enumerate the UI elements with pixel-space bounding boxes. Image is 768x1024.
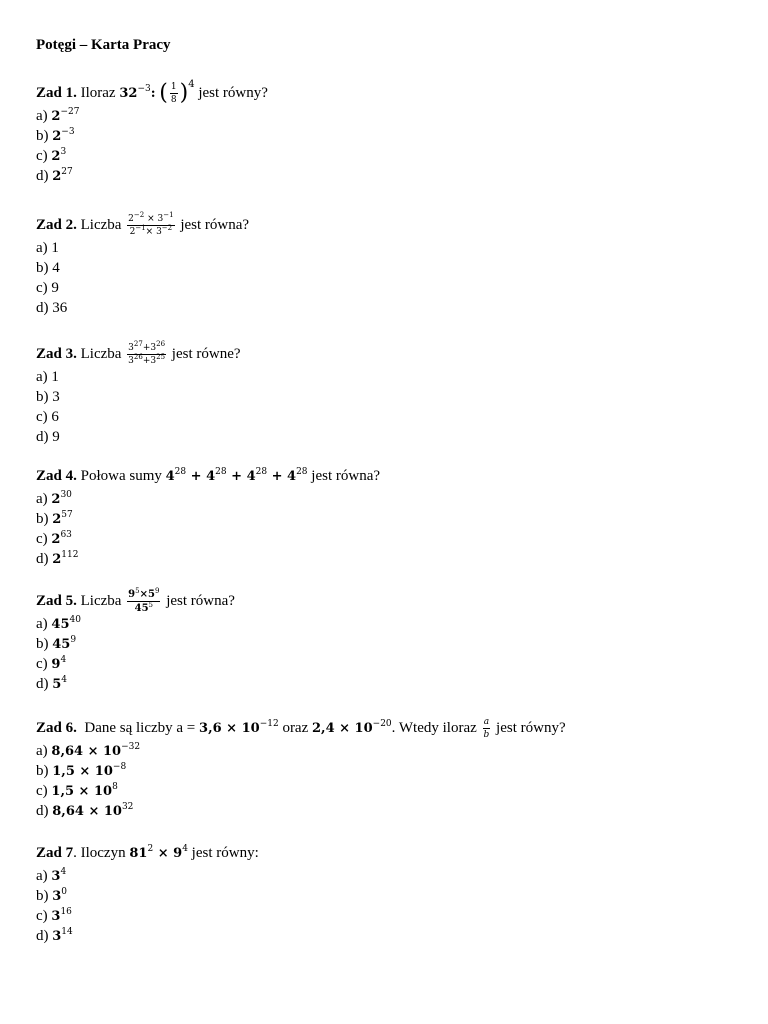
task-1-question bbox=[36, 80, 736, 106]
task-7-dot: . bbox=[73, 845, 77, 861]
task-6-option-c: c) $1,5 \times 10^8$ bbox=[36, 782, 118, 799]
task-2-option-b: b) 4 bbox=[36, 260, 60, 276]
task-3-question bbox=[36, 341, 736, 367]
task-4-question bbox=[36, 463, 736, 489]
task-2-label: Zad 2. bbox=[36, 217, 77, 233]
task-3-label: Zad 3. bbox=[36, 346, 77, 362]
task-6-label: Zad 6. bbox=[36, 720, 77, 736]
task-2-post-text: jest równa? bbox=[180, 217, 250, 233]
task-6-pre-text: Dane są liczby a = bbox=[84, 720, 196, 736]
task-3-option-d: d) 9 bbox=[36, 429, 60, 445]
task-4 bbox=[36, 463, 736, 569]
task-7-option-a: a) $3^4$ bbox=[36, 867, 67, 884]
task-7-expression: $81^2 \times 9^4$ bbox=[129, 844, 188, 861]
task-4-option-d: d) $2^{112}$ bbox=[36, 550, 79, 567]
page-title: Potęgi – Karta Pracy bbox=[36, 37, 171, 53]
task-1-option-a: a) $2^{-27}$ bbox=[36, 107, 80, 124]
task-1-option-c: c) $2^3$ bbox=[36, 147, 67, 164]
task-1-option-b: b) $2^{-3}$ bbox=[36, 127, 75, 144]
task-4-label: Zad 4. bbox=[36, 468, 77, 484]
task-3-option-c: c) 6 bbox=[36, 409, 59, 425]
task-4-option-b: b) $2^{57}$ bbox=[36, 510, 73, 527]
task-3-post-text: jest równe? bbox=[171, 346, 241, 362]
task-7-question bbox=[36, 840, 736, 866]
task-3-option-b: b) 3 bbox=[36, 389, 60, 405]
task-1 bbox=[36, 80, 736, 186]
task-5-option-d: d) $5^4$ bbox=[36, 675, 68, 692]
task-7-option-d: d) $3^{14}$ bbox=[36, 927, 73, 944]
task-5-fraction: $\frac{9^5\times 5^9}{45^5}$ bbox=[128, 587, 160, 615]
task-7-label: Zad 7 bbox=[36, 845, 74, 861]
task-3-fraction: $\frac{3^{27}+3^{26}}{3^{26}+3^{25}}$ bbox=[128, 340, 166, 367]
task-7-pre-text: Iloczyn bbox=[80, 845, 126, 861]
task-6-option-a: a) $8,64 \times 10^{-32}$ bbox=[36, 742, 141, 759]
task-4-option-c: c) $2^{63}$ bbox=[36, 530, 72, 547]
task-1-outer-exponent: 4 bbox=[188, 79, 195, 90]
task-6-post-text: jest równy? bbox=[496, 720, 566, 736]
task-3-option-a: a) 1 bbox=[36, 369, 59, 385]
task-5-label: Zad 5. bbox=[36, 593, 77, 609]
task-1-option-d: d) $2^{27}$ bbox=[36, 167, 73, 184]
task-2-question bbox=[36, 212, 736, 238]
task-2-option-a: a) 1 bbox=[36, 240, 59, 256]
task-2-option-c: c) 9 bbox=[36, 280, 59, 296]
task-5-question bbox=[36, 588, 736, 614]
task-5 bbox=[36, 588, 736, 694]
task-1-expression: $32^{-3}$: bbox=[119, 84, 156, 101]
task-6 bbox=[36, 715, 756, 821]
task-4-expression: $4^{28} + 4^{28} + 4^{28} + 4^{28}$ bbox=[165, 467, 308, 484]
task-6-question bbox=[36, 715, 756, 741]
task-6-option-d: d) $8,64 \times 10^{32}$ bbox=[36, 802, 134, 819]
task-6-option-b: b) $1,5 \times 10^{-8}$ bbox=[36, 762, 127, 779]
task-4-post-text: jest równa? bbox=[311, 468, 381, 484]
task-4-pre-text: Połowa sumy bbox=[80, 468, 162, 484]
task-6-number-b: $2,4 \times 10^{-20}$ bbox=[312, 719, 392, 736]
task-2-fraction: $\frac{2^{-2} \times 3^{-1}}{2^{-1}\times 3^{-2}}$ bbox=[128, 211, 174, 238]
task-2-option-d: d) 36 bbox=[36, 300, 68, 316]
task-6-mid2-text: . Wtedy iloraz bbox=[391, 720, 477, 736]
task-6-number-a: $3,6 \times 10^{-12}$ bbox=[199, 719, 279, 736]
task-2-pre-text: Liczba bbox=[80, 217, 122, 233]
task-7-post-text: jest równy: bbox=[191, 845, 259, 861]
task-7-option-b: b) $3^0$ bbox=[36, 887, 68, 904]
task-1-open-paren: ( bbox=[159, 80, 168, 106]
task-6-mid-text: oraz bbox=[282, 720, 309, 736]
task-1-post-text: jest równy? bbox=[198, 85, 268, 101]
task-5-post-text: jest równa? bbox=[166, 593, 235, 609]
task-5-option-b: b) $45^9$ bbox=[36, 635, 77, 652]
task-1-pre-text: Iloraz bbox=[80, 85, 116, 101]
task-4-option-a: a) $2^{30}$ bbox=[36, 490, 72, 507]
task-5-option-c: c) $9^4$ bbox=[36, 655, 67, 672]
task-1-close-paren: ) bbox=[179, 80, 189, 106]
task-6-fraction: $\frac{a}{b}$ bbox=[483, 717, 490, 741]
task-3 bbox=[36, 341, 736, 447]
task-1-label: Zad 1. bbox=[36, 85, 77, 101]
task-1-fraction: $\frac{1}{8}$ bbox=[170, 82, 177, 106]
task-5-option-a: a) $45^{40}$ bbox=[36, 615, 81, 632]
task-3-pre-text: Liczba bbox=[80, 346, 122, 362]
task-7 bbox=[36, 840, 736, 946]
task-5-pre-text: Liczba bbox=[80, 593, 122, 609]
task-2 bbox=[36, 212, 736, 318]
task-7-option-c: c) $3^{16}$ bbox=[36, 907, 72, 924]
